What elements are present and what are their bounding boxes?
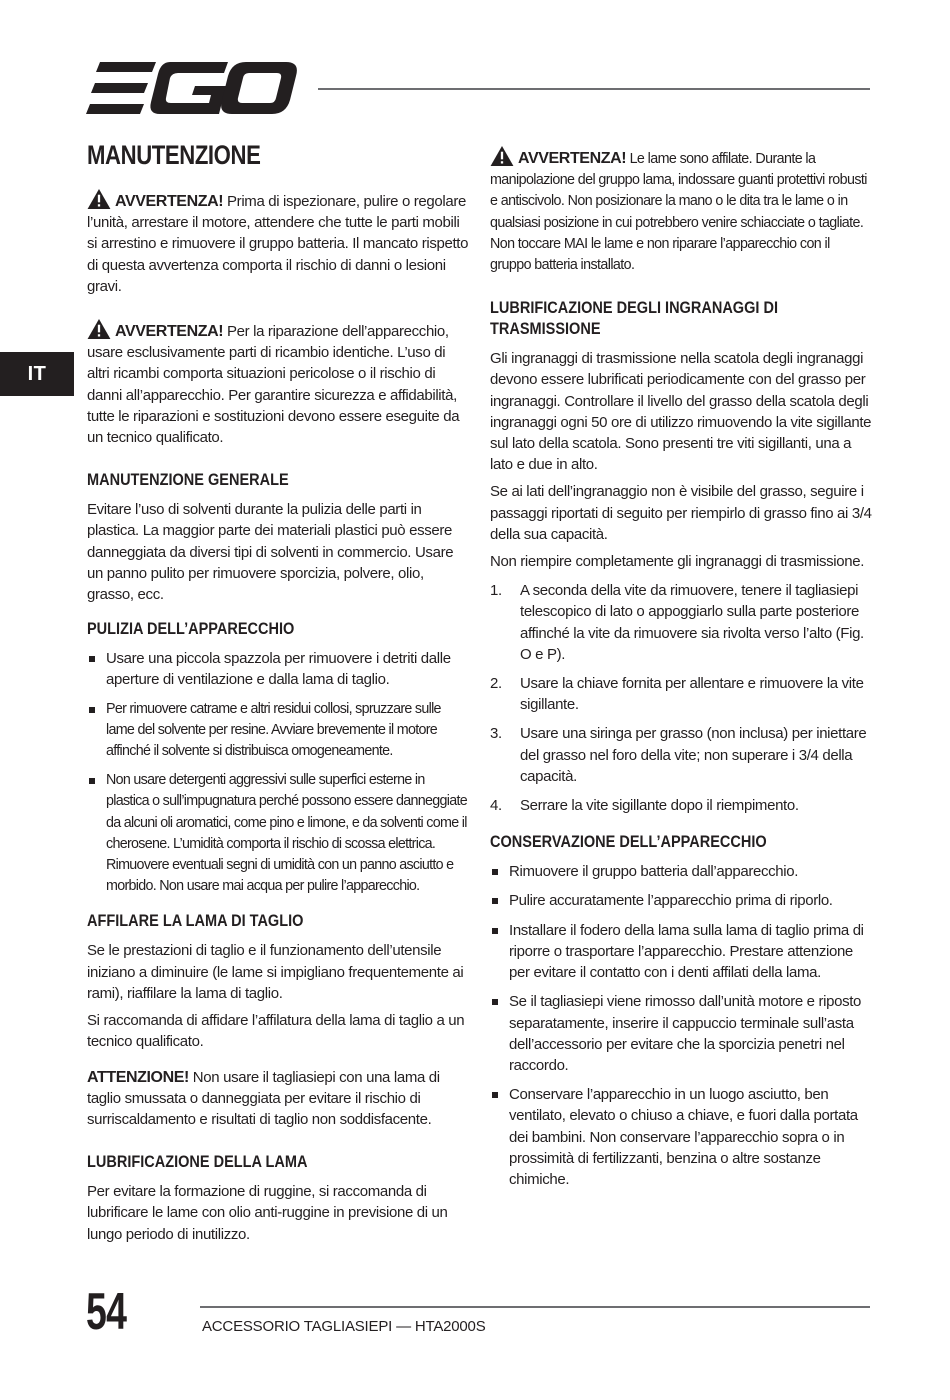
right-column [490, 146, 872, 1204]
gears-text-2: Se ai lati dell’ingranaggio non è visibile del grasso, seguire i passaggi riportati di seguito per riempirlo di grasso fino ai 3/4 della sua capacità. [490, 483, 872, 543]
caution-text: Non usare il tagliasiepi con una lama di taglio smussata o danneggiata per evitare il rischio di surriscaldamento e risultati di taglio non soddisfacente. [87, 1068, 440, 1128]
bullet-icon [492, 1092, 498, 1098]
page-title: MANUTENZIONE [87, 140, 261, 170]
warning-text: Le lame sono affilate. Durante la manipolazione del gruppo lama, indossare guanti protettivi robusti e antiscivolo. Non posizionare la mano o le dita tra le lame o in qualsiasi posizione in cui potrebbero venire schiacciate o tagliate. Non toccare MAI le lame e non riparare l’apparecchio con il gruppo batteria installato. [490, 151, 867, 274]
warning-text: Per la riparazione dell’apparecchio, usare esclusivamente parti di ricambio identiche. L’uso di altri ricambi comporta situazioni pericolose o il rischio di danni all’apparecchio. Per garantire sicurezza e affidabilità, tutte le riparazioni e sostituzioni devono essere eseguite da un tecnico qualificato. [87, 323, 460, 447]
bullet-icon [89, 778, 95, 784]
footer-rule [200, 1306, 870, 1308]
section-heading-general: MANUTENZIONE GENERALE [87, 471, 289, 490]
general-text: Evitare l’uso di solventi durante la pulizia delle parti in plastica. La maggior parte dei materiali plastici può essere danneggiata da diversi tipi di solventi in commercio. Usare un panno pulito per rimuovere sporcizia, polvere, olio, grasso, ecc. [87, 501, 454, 604]
footer-doc-title: ACCESSORIO TAGLIASIEPI — HTA2000S [202, 1318, 486, 1335]
header-rule [318, 88, 870, 90]
list-item: Non usare detergenti aggressivi sulle superfici esterne in plastica o sull’impugnatura perché possono essere danneggiate da alcuni oli aromatici, come pino e limone, e da solventi come il cherosene. L’umidità comporta il rischio di scossa elettrica. Rimuovere eventuali segni di umidità con un panno asciutto e morbido. Non usare mai acqua per pulire l’apparecchio. [87, 770, 469, 897]
warning-label: AVVERTENZA! [115, 323, 224, 341]
list-item: 4. Serrare la vite sigillante dopo il riempimento. [490, 797, 799, 815]
bullet-icon [89, 707, 95, 713]
caution-block [87, 1067, 469, 1131]
list-item: Conservare l’apparecchio in un luogo asciutto, ben ventilato, elevato o chiuso a chiave, e fuori dalla portata dei bambini. Non conservare l’apparecchio sopra o in prossimità di fertilizzanti, benzina o altre sostanze chimiche. [490, 1084, 872, 1190]
section-heading-gears: LUBRIFICAZIONE DEGLI INGRANAGGI DI TRASMISSIONE [490, 299, 778, 339]
list-item: 2. Usare la chiave fornita per allentare e rimuovere la vite sigillante. [490, 675, 864, 714]
bullet-icon [492, 928, 498, 934]
left-column [87, 140, 469, 1245]
warning-block-3 [490, 146, 872, 276]
page-number: 54 [86, 1283, 127, 1341]
bullet-icon [492, 869, 498, 875]
warning-triangle-icon [87, 189, 111, 209]
warning-triangle-icon [87, 319, 111, 339]
storage-list [490, 861, 872, 1190]
section-heading-storage: CONSERVAZIONE DELL’APPARECCHIO [490, 833, 767, 852]
gears-text-3: Non riempire completamente gli ingranaggi di trasmissione. [490, 553, 865, 571]
section-heading-blade-lubrication: LUBRIFICAZIONE DELLA LAMA [87, 1153, 308, 1172]
list-item: 1. A seconda della vite da rimuovere, tenere il tagliasiepi telescopico di lato o appoggiarlo sulla parte posteriore affinché la vite da rimuovere sia rivolta verso l’alto (Fig. O e P). [490, 582, 864, 663]
list-item: Se il tagliasiepi viene rimosso dall’unità motore e riposto separatamente, inserire il cappuccio terminale sull’asta dell’accessorio per evitare che la sporcizia penetri nel raccordo. [490, 991, 872, 1076]
gears-text-1: Gli ingranaggi di trasmissione nella scatola degli ingranaggi devono essere lubrificati periodicamente con del grasso per ingranaggi. Controllare il livello del grasso della scatola degli ingranaggi ogni 50 ore di utilizzo rimuovendo la vite sigillante sul lato della scatola. Sono presenti tre viti sigillanti, una a lato e due in alto. [490, 350, 872, 474]
list-item: 3. Usare una siringa per grasso (non inclusa) per iniettare del grasso nel foro della vite; non superare i 3/4 della capacità. [490, 725, 867, 785]
language-tab: IT [0, 352, 74, 396]
bullet-icon [492, 999, 498, 1005]
list-item: Installare il fodero della lama sulla lama di taglio prima di riporre o trasportare l’apparecchio. Prestare attenzione per evitare il contatto con i denti affilati della lama. [490, 920, 872, 984]
caution-label: ATTENZIONE! [87, 1068, 189, 1086]
warning-triangle-icon [490, 146, 514, 166]
warning-text: Prima di ispezionare, pulire o regolare l’unità, arrestare il motore, attendere che tutte le parti mobili si arrestino e rimuovere il gruppo batteria. Il mancato rispetto di questa avvertenza comporta il rischio di danni o lesioni gravi. [87, 193, 469, 295]
list-item: Pulire accuratamente l’apparecchio prima di riporlo. [490, 890, 872, 911]
warning-label: AVVERTENZA! [115, 193, 224, 210]
sharpen-text-1: Se le prestazioni di taglio e il funzionamento dell’utensile iniziano a diminuire (le lame si impigliano frequentemente ai rami), riaffilare la lama di taglio. [87, 942, 464, 1002]
bullet-icon [492, 898, 498, 904]
gears-steps-list [490, 580, 872, 816]
ego-logo [86, 62, 298, 114]
list-item: Rimuovere il gruppo batteria dall’apparecchio. [490, 861, 872, 882]
warning-label: AVVERTENZA! [518, 150, 627, 167]
section-heading-cleaning: PULIZIA DELL’APPARECCHIO [87, 620, 295, 639]
section-heading-sharpen: AFFILARE LA LAMA DI TAGLIO [87, 912, 304, 931]
bullet-icon [89, 656, 95, 662]
blade-lubrication-text: Per evitare la formazione di ruggine, si raccomanda di lubrificare le lame con olio anti-ruggine in previsione di un lungo periodo di inutilizzo. [87, 1183, 448, 1243]
list-item: Per rimuovere catrame e altri residui collosi, spruzzare sulle lame del solvente per resine. Avviare brevemente il motore affinché il solvente si distribuisca omogeneamente. [87, 699, 469, 763]
list-item: Usare una piccola spazzola per rimuovere i detriti dalle aperture di ventilazione e dalla lama di taglio. [87, 648, 469, 690]
warning-block-2 [87, 319, 469, 448]
sharpen-text-2: Si raccomanda di affidare l’affilatura della lama di taglio a un tecnico qualificato. [87, 1012, 465, 1051]
cleaning-list [87, 648, 469, 897]
warning-block-1 [87, 189, 469, 297]
